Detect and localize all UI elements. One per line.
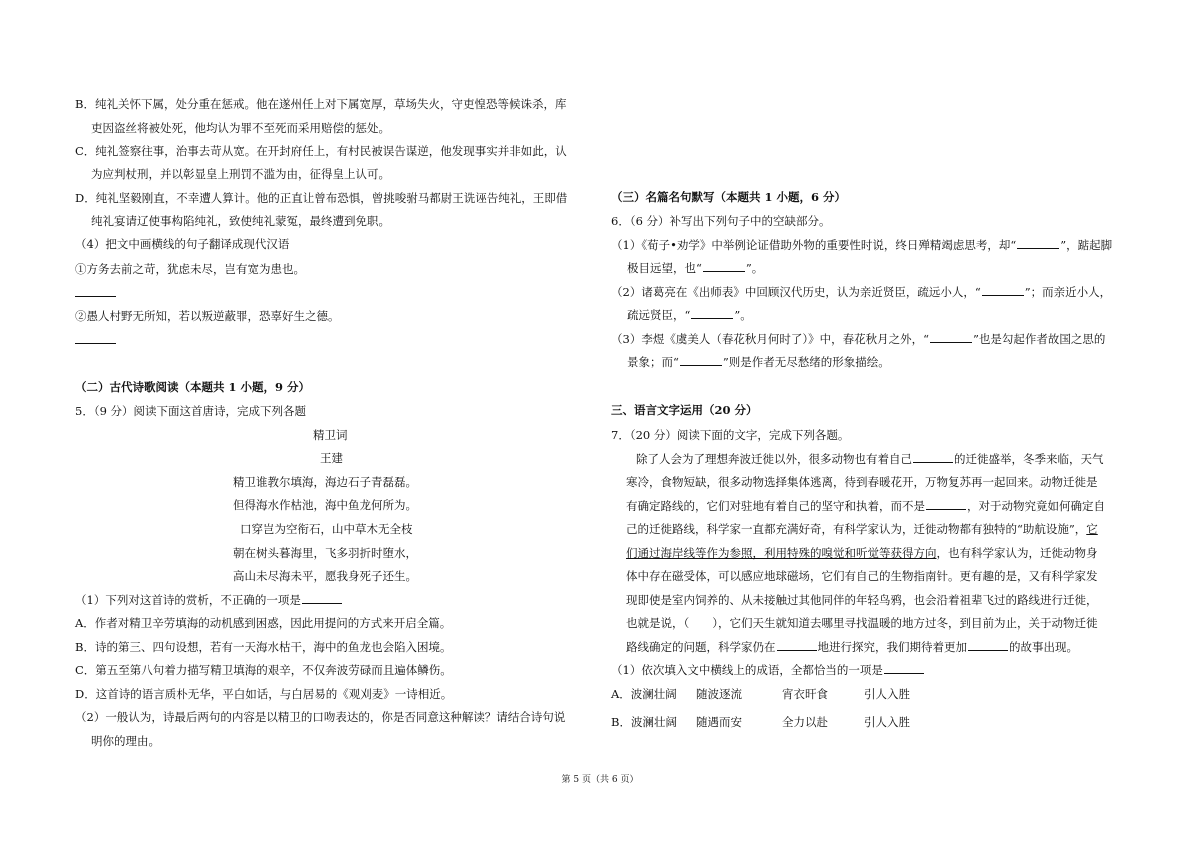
q4-option-c-line1: C．纯礼签察往事，治事去苛从宽。在开封府任上，有村民被误告谋逆，他发现事实并非如此，认	[75, 144, 567, 158]
underlined-sentence-part: 它	[1086, 522, 1098, 536]
section-main-3-title: 三、语言文字运用（20 分）	[611, 403, 758, 417]
passage-blank-1[interactable]	[913, 451, 953, 463]
passage-line-1	[636, 451, 1104, 467]
q6-1-text-a: （1）《荀子•劝学》中举例论证借助外物的重要性时说，终日殚精竭虑思考，却“	[611, 238, 1017, 252]
q6-1-text-d: ”。	[745, 261, 764, 275]
q6-3-text-d: ”则是作者无尽愁绪的形象描绘。	[722, 355, 890, 369]
q6-3-text-b: ”也是勾起作者故国之思的	[972, 332, 1106, 346]
q4-sentence-2: ②愚人村野无所知，若以叛逆蔽罪，恐辜好生之德。	[75, 309, 340, 323]
option-idiom: 全力以赴	[782, 715, 828, 729]
passage-line-9	[626, 639, 1078, 655]
passage-line-5	[626, 545, 1098, 561]
poem-line: 口穿岂为空衔石，山中草木无全枝	[240, 522, 413, 536]
q5-option-b: B．诗的第三、四句设想，若有一天海水枯干，海中的鱼龙也会陷入困境。	[75, 640, 452, 654]
q7-sub1	[611, 662, 925, 678]
passage-text: 地进行探究，我们期待着更加	[817, 640, 967, 654]
q6-2-text-c: 疏远贤臣，“	[627, 308, 691, 322]
q6-2-text-a: （2）诸葛亮在《出师表》中回顾汉代历史，认为亲近贤臣，疏远小人，“	[611, 285, 981, 299]
option-label: A．波澜壮阔	[611, 687, 677, 701]
passage-text: 除了人会为了理想奔波迁徙以外，很多动物也有着自己	[636, 452, 912, 466]
poem-line: 但得海水作枯池，海中鱼龙何所为。	[233, 498, 417, 512]
section-3-title: （三）名篇名句默写（本题共 1 小题，6 分）	[611, 190, 847, 204]
poem-line: 朝在树头暮海里，飞多羽折时堕水，	[233, 546, 417, 560]
q6-2-text-d: ”。	[734, 308, 752, 322]
q5-sub2-line2: 明你的理由。	[91, 734, 160, 748]
q5-sub1-blank[interactable]	[302, 592, 342, 604]
q6-item-3-line1	[611, 331, 1105, 347]
poem-line: 精卫谁教尔填海，海边石子青磊磊。	[233, 475, 417, 489]
underlined-sentence: 们通过海岸线等作为参照，利用特殊的嗅觉和听觉等获得方向	[626, 546, 937, 560]
q4-sentence-1: ①方务去前之苛，犹虑未尽，岂有宽为患也。	[75, 262, 305, 276]
q6-2-text-b: ”；而亲近小人，	[1024, 285, 1112, 299]
q6-stem: 6．（6 分）补写出下列句子中的空缺部分。	[611, 214, 831, 228]
q6-item-1-line2	[627, 260, 763, 276]
passage-text: ，也有科学家认为，迁徙动物身	[936, 546, 1098, 560]
q6-1-blank-1[interactable]	[1017, 237, 1059, 249]
passage-blank-3[interactable]	[777, 639, 817, 651]
passage-text: ，对于动物究竟如何确定自	[967, 499, 1105, 513]
page-footer: 第 5 页（共 6 页）	[561, 775, 639, 785]
q5-sub1	[75, 592, 343, 608]
q4-option-c-line2: 为应判杖刑，并以彰显皇上刑罚不滥为由，征得皇上认可。	[91, 167, 390, 181]
q5-stem: 5．（9 分）阅读下面这首唐诗，完成下列各题	[75, 404, 307, 418]
q4-option-b-line1: B．纯礼关怀下属，处分重在惩戒。他在遂州任上对下属宽厚，草场失火，守吏惶恐等候诛杀，库	[75, 97, 567, 111]
section-2-title: （二）古代诗歌阅读（本题共 1 小题，9 分）	[75, 380, 311, 394]
q5-option-d: D．这首诗的语言质朴无华，平白如话，与白居易的《观刈麦》一诗相近。	[75, 687, 453, 701]
q6-1-text-c: 极目远望，也“	[627, 261, 702, 275]
passage-text: 的迁徙盛举，冬季来临，天气	[954, 452, 1104, 466]
passage-text: 有确定路线的，它们对驻地有着自己的坚守和执着，而不是	[626, 499, 925, 513]
q6-1-text-b: ”，踮起脚	[1060, 238, 1113, 252]
passage-line-2: 寒冷，食物短缺，很多动物选择集体逃离，待到春暖花开，万物复苏再一起回来。动物迁徙是	[626, 475, 1098, 489]
answer-line-2	[75, 343, 116, 344]
poem-title: 精卫词	[313, 428, 348, 442]
option-idiom: 宵衣旰食	[782, 687, 828, 701]
option-label: B．波澜壮阔	[611, 715, 677, 729]
option-idiom: 随遇而安	[696, 715, 742, 729]
passage-text: 的故事出现。	[1009, 640, 1078, 654]
q7-sub1-blank[interactable]	[884, 662, 924, 674]
option-idiom: 引人入胜	[864, 715, 910, 729]
poem-line: 高山未尽海未平，愿我身死子还生。	[233, 569, 417, 583]
passage-line-4	[626, 521, 1098, 537]
q4-option-b-line2: 吏因盗丝将被处死，他均认为罪不至死而采用赔偿的惩处。	[91, 121, 390, 135]
answer-line-1	[75, 296, 116, 297]
passage-text: 己的迁徙路线，科学家一直都充满好奇，有科学家认为，迁徙动物都有独特的“助航设施”，	[626, 522, 1087, 536]
q4-option-d-line2: 纯礼宴请辽使事构陷纯礼，致使纯礼蒙冤，最终遭到免职。	[91, 214, 390, 228]
q4-sub4: （4）把文中画横线的句子翻译成现代汉语	[75, 237, 290, 251]
q6-2-blank-1[interactable]	[982, 284, 1024, 296]
q6-item-3-line2	[627, 354, 890, 370]
passage-line-8: 也就是说，（ ），它们天生就知道去哪里寻找温暖的地方过冬，到目前为止，关于动物迁徙	[626, 616, 1098, 630]
passage-blank-4[interactable]	[968, 639, 1008, 651]
option-idiom: 引人入胜	[864, 687, 910, 701]
q7-sub1-text: （1）依次填入文中横线上的成语，全都恰当的一项是	[611, 663, 883, 677]
q6-item-2-line2	[627, 307, 752, 323]
q6-3-blank-1[interactable]	[930, 331, 972, 343]
passage-line-7: 现即使是室内饲养的、从未接触过其他同伴的年轻鸟鸦，也会沿着祖辈飞过的路线进行迁徙，	[626, 593, 1098, 607]
option-idiom: 随波逐流	[696, 687, 742, 701]
q5-option-c: C．第五至第八句着力描写精卫填海的艰辛，不仅奔波劳碌而且遍体鳞伤。	[75, 663, 452, 677]
q6-3-blank-2[interactable]	[680, 354, 722, 366]
q6-1-blank-2[interactable]	[703, 260, 745, 272]
q6-item-1-line1	[611, 237, 1112, 253]
passage-blank-2[interactable]	[926, 498, 966, 510]
q6-item-2-line1	[611, 284, 1111, 300]
q7-stem: 7．（20 分）阅读下面的文字，完成下列各题。	[611, 428, 850, 442]
passage-text: 路线确定的问题，科学家仍在	[626, 640, 776, 654]
q6-3-text-c: 景象；而“	[627, 355, 679, 369]
passage-line-3	[626, 498, 1105, 514]
q4-option-d-line1: D．纯礼坚毅刚直，不幸遭人算计。他的正直让曾布恐惧，曾挑唆驸马都尉王诜诬告纯礼，王即借	[75, 191, 568, 205]
poem-author: 王建	[320, 451, 343, 465]
q6-2-blank-2[interactable]	[691, 307, 733, 319]
q5-sub2-line1: （2）一般认为，诗最后两句的内容是以精卫的口吻表达的，你是否同意这种解读？请结合诗句说	[75, 710, 566, 724]
q5-sub1-text: （1）下列对这首诗的赏析，不正确的一项是	[75, 593, 301, 607]
passage-line-6: 体中存在磁受体，可以感应地球磁场，它们有自己的生物指南针。更有趣的是，又有科学家发	[626, 569, 1098, 583]
q6-3-text-a: （3）李煜《虞美人（春花秋月何时了）》中，春花秋月之外，“	[611, 332, 929, 346]
q5-option-a: A．作者对精卫辛劳填海的动机感到困惑，因此用提问的方式来开启全篇。	[75, 616, 452, 630]
